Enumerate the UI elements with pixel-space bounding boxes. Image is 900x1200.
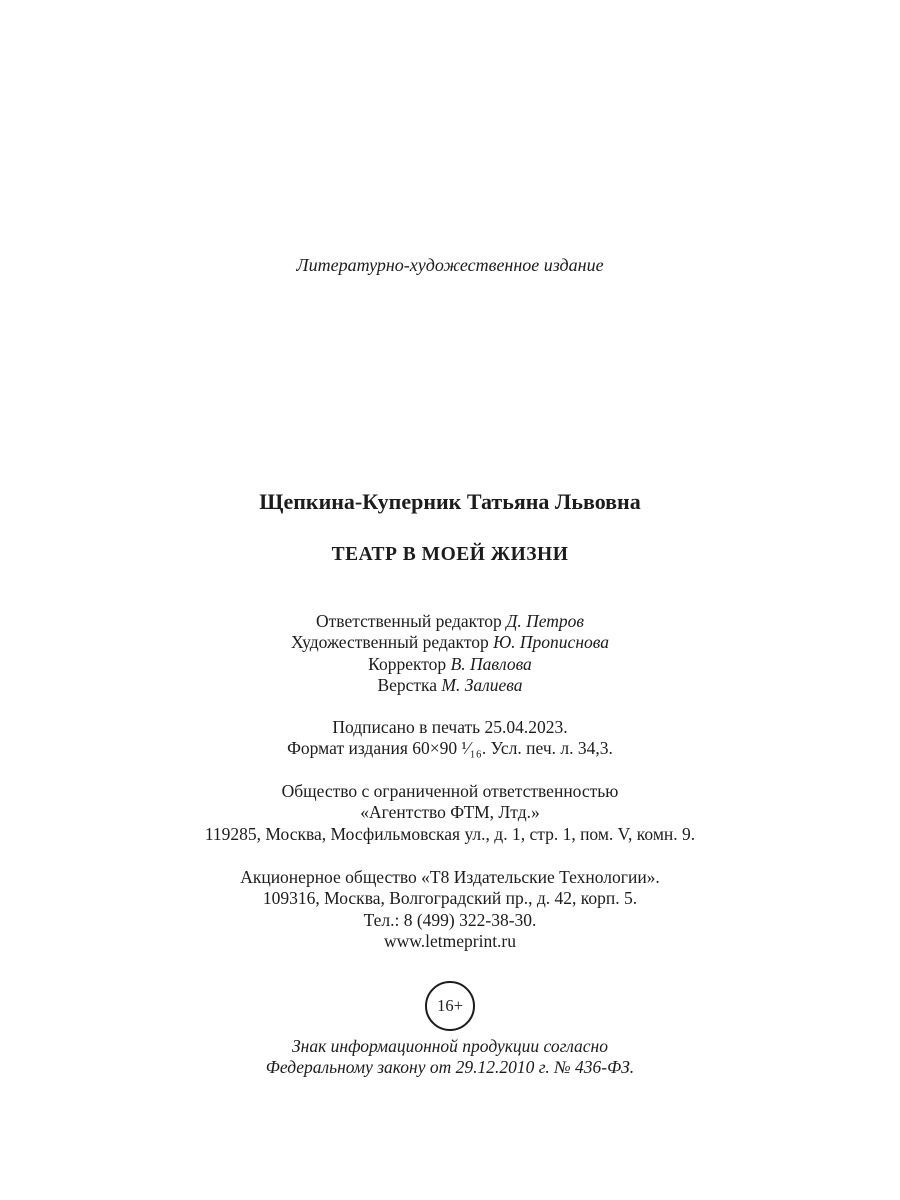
credit-role: Ответственный редактор [316, 611, 502, 631]
print-date-line: Подписано в печать 25.04.2023. [332, 717, 568, 737]
credit-name: Д. Петров [506, 611, 584, 631]
credit-line-layout [0, 675, 900, 696]
credit-name: В. Павлова [450, 653, 532, 674]
printer-name: Акционерное общество «Т8 Издательские Технологии». [240, 867, 660, 887]
author-name: Щепкина-Куперник Татьяна Львовна [259, 489, 641, 514]
edition-type-label: Литературно-художественное издание [296, 255, 604, 275]
print-format-line: Формат издания 60×90 ¹⁄₁₆. Усл. печ. л. 34,3. [287, 738, 613, 759]
printer-website: www.letmeprint.ru [383, 931, 517, 952]
legal-note-block [0, 1036, 900, 1079]
credit-name: М. Залиева [441, 675, 523, 696]
credit-line-art-editor [0, 632, 900, 653]
printer-address: 109316, Москва, Волгоградский пр., д. 42, корп. 5. [262, 888, 638, 909]
publisher-block [0, 781, 900, 845]
book-title: ТЕАТР В МОЕЙ ЖИЗНИ [331, 544, 569, 565]
print-info-block [0, 717, 900, 760]
publisher-address: 119285, Москва, Мосфильмовская ул., д. 1, стр. 1, пом. V, комн. 9. [204, 823, 696, 844]
credit-line-responsible-editor [0, 611, 900, 632]
publisher-org-type: Общество с ограниченной ответственностью [281, 781, 619, 801]
credit-role: Художественный редактор [290, 632, 489, 653]
credit-line-proofreader [0, 654, 900, 675]
age-rating-badge [425, 981, 475, 1031]
publisher-name: «Агентство ФТМ, Лтд.» [360, 802, 540, 823]
credits-block [0, 611, 900, 697]
credit-role: Верстка [377, 675, 438, 696]
credit-role: Корректор [368, 653, 447, 674]
printer-phone: Тел.: 8 (499) 322-38-30. [363, 909, 537, 930]
legal-note-line: Знак информационной продукции согласно [291, 1036, 608, 1056]
printer-block [0, 867, 900, 953]
age-rating-label: 16+ [437, 996, 463, 1015]
legal-note-line: Федеральному закону от 29.12.2010 г. № 436-ФЗ. [265, 1057, 635, 1078]
credit-name: Ю. Прописнова [493, 632, 609, 653]
